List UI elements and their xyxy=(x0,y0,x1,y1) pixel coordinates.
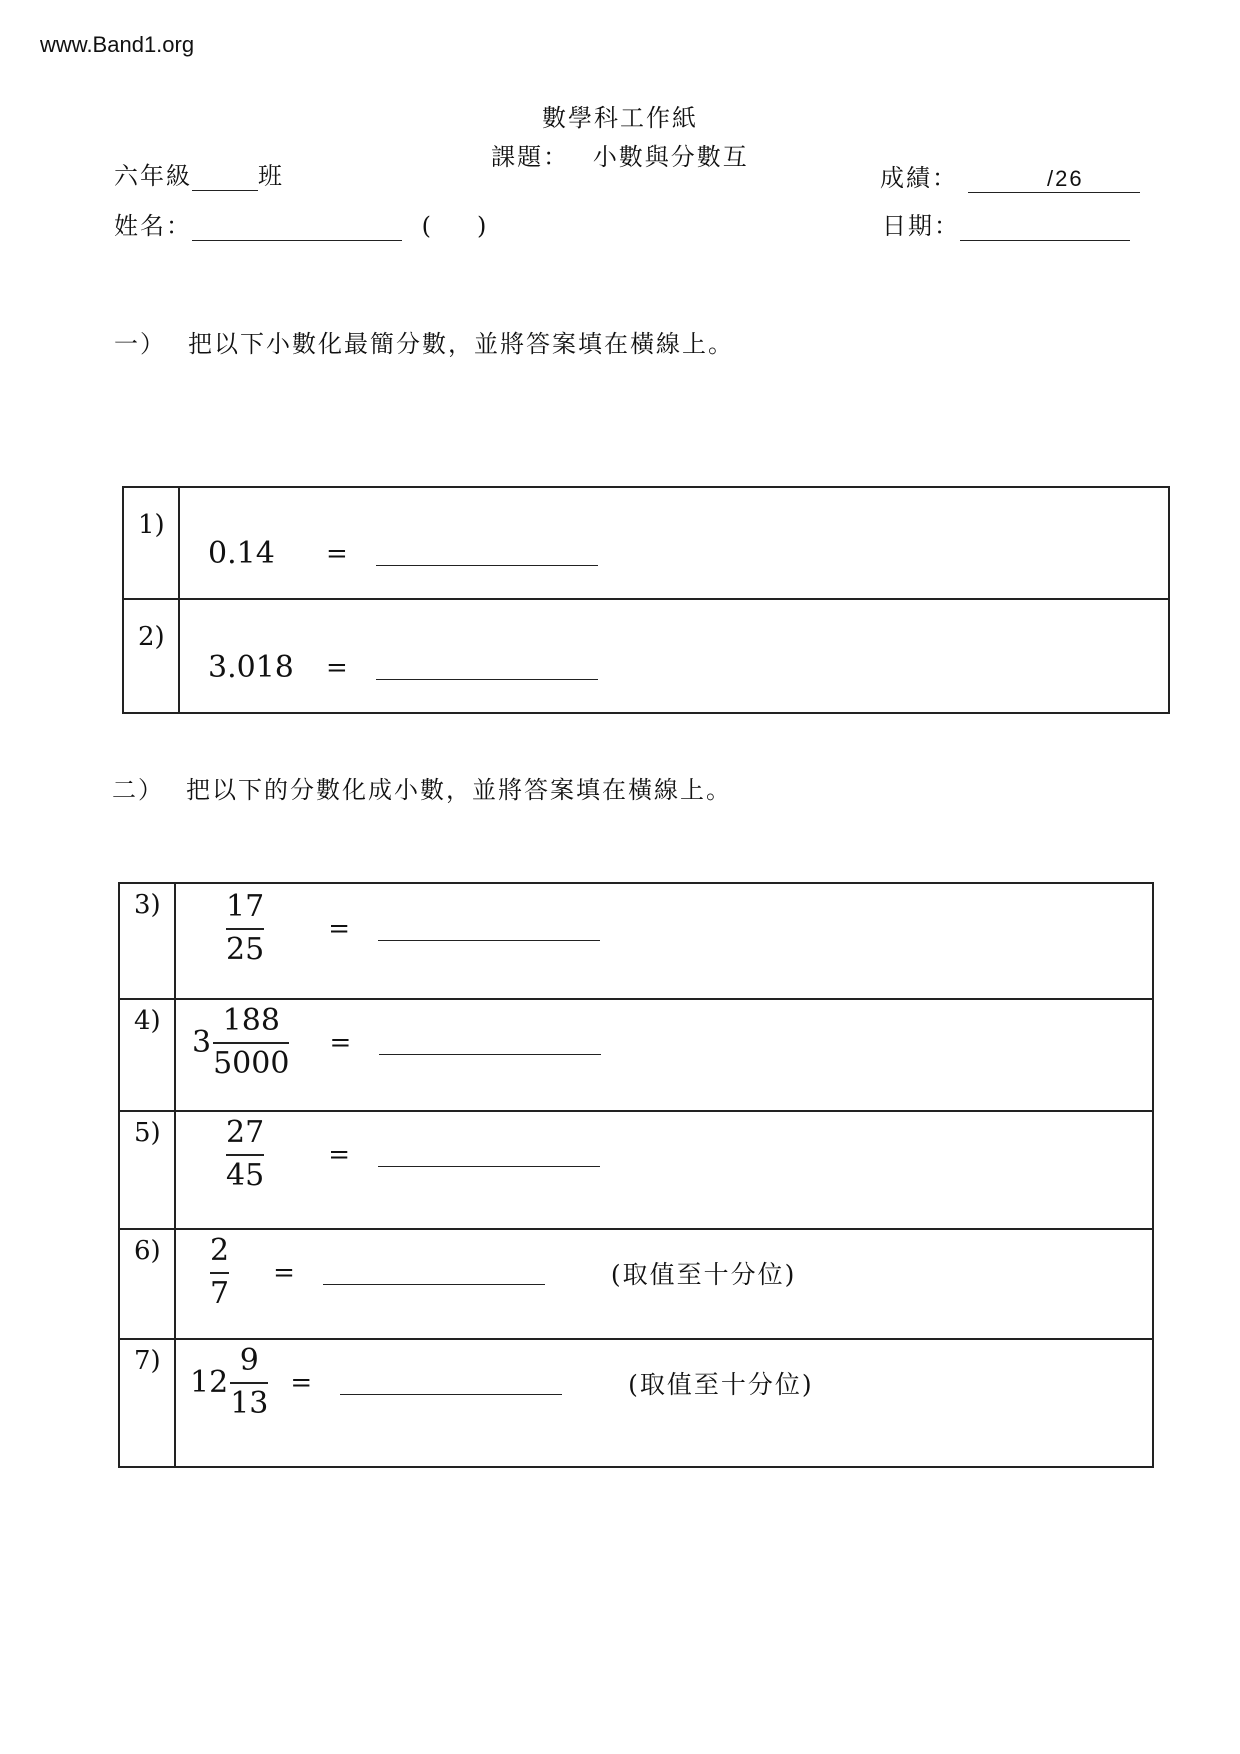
rounding-note: (取值至十分位) xyxy=(628,1369,814,1399)
fraction xyxy=(226,890,264,967)
answer-blank[interactable] xyxy=(379,1052,601,1055)
question-expression xyxy=(190,1344,814,1421)
equals-sign: = xyxy=(326,538,348,569)
date-field xyxy=(882,206,1130,241)
answer-blank[interactable] xyxy=(376,677,598,680)
class-label: 班 xyxy=(258,162,284,190)
grade-label: 六年級 xyxy=(114,162,192,190)
score-blank[interactable]: /26 xyxy=(968,166,1140,193)
equals-sign: = xyxy=(328,1139,350,1170)
denominator: 13 xyxy=(230,1385,269,1421)
question-cell xyxy=(175,999,1153,1111)
fraction xyxy=(210,1234,229,1311)
section1-instruction: 一） 把以下小數化最簡分數，並將答案填在橫線上。 xyxy=(114,330,734,358)
fraction-bar xyxy=(226,928,264,930)
fraction xyxy=(226,1116,264,1193)
date-blank[interactable] xyxy=(960,214,1130,241)
name-blank[interactable] xyxy=(192,214,402,241)
worksheet-title: 數學科工作紙 xyxy=(542,104,698,132)
section1-table xyxy=(122,486,1170,714)
question-expression xyxy=(208,536,598,571)
numerator: 27 xyxy=(226,1115,265,1150)
numerator: 2 xyxy=(210,1233,230,1268)
fraction xyxy=(230,1344,268,1421)
question-expression xyxy=(226,890,600,967)
table-row xyxy=(123,599,1169,713)
paren-close: ) xyxy=(477,212,489,240)
question-expression xyxy=(192,1004,601,1081)
fraction-bar xyxy=(210,1272,229,1274)
answer-blank[interactable] xyxy=(340,1392,562,1395)
class-blank[interactable] xyxy=(192,164,258,191)
numerator: 188 xyxy=(222,1003,280,1038)
question-index: 6) xyxy=(119,1229,175,1339)
question-index: 7) xyxy=(119,1339,175,1467)
question-index: 2) xyxy=(123,599,179,713)
denominator: 25 xyxy=(226,931,265,967)
equals-sign: = xyxy=(328,913,350,944)
fraction-bar xyxy=(226,1154,264,1156)
decimal-value: 3.018 xyxy=(208,650,294,685)
table-row xyxy=(119,1229,1153,1339)
question-index: 3) xyxy=(119,883,175,999)
equals-sign: = xyxy=(290,1367,313,1398)
decimal-value: 0.14 xyxy=(208,536,275,571)
denominator: 45 xyxy=(226,1157,265,1193)
question-cell xyxy=(179,487,1169,599)
topic-label: 課題： xyxy=(491,143,570,171)
equals-sign: = xyxy=(273,1257,295,1288)
answer-blank[interactable] xyxy=(323,1282,545,1285)
website-label: www.Band1.org xyxy=(40,32,195,57)
whole-number: 12 xyxy=(190,1365,229,1400)
section1-number: 一） xyxy=(114,330,166,358)
denominator: 7 xyxy=(210,1275,230,1311)
fraction-bar xyxy=(230,1382,268,1384)
topic-text: 小數與分數互 xyxy=(592,143,749,171)
fraction-bar xyxy=(213,1042,289,1044)
question-cell xyxy=(175,1229,1153,1339)
table-row xyxy=(119,883,1153,999)
answer-blank[interactable] xyxy=(378,1164,600,1167)
name-field xyxy=(114,206,488,241)
grade-class-field xyxy=(114,156,284,191)
numerator: 9 xyxy=(239,1343,259,1378)
question-cell xyxy=(179,599,1169,713)
paren-open: ( xyxy=(421,212,434,240)
question-cell xyxy=(175,1111,1153,1229)
table-row xyxy=(119,1111,1153,1229)
question-index: 1) xyxy=(123,487,179,599)
question-expression xyxy=(208,650,598,685)
numerator: 17 xyxy=(226,889,265,924)
rounding-note: (取值至十分位) xyxy=(610,1259,797,1289)
question-cell xyxy=(175,883,1153,999)
answer-blank[interactable] xyxy=(378,938,600,941)
score-field xyxy=(880,158,1140,193)
table-row xyxy=(123,487,1169,599)
score-label: 成績： xyxy=(880,164,958,192)
question-index: 5) xyxy=(119,1111,175,1229)
fraction xyxy=(213,1004,289,1081)
equals-sign: = xyxy=(329,1027,352,1058)
question-expression xyxy=(210,1234,796,1311)
table-row xyxy=(119,999,1153,1111)
section2-table xyxy=(118,882,1154,1468)
section2-number: 二） xyxy=(112,776,164,804)
question-expression xyxy=(226,1116,600,1193)
denominator: 5000 xyxy=(213,1045,290,1081)
name-label: 姓名： xyxy=(114,212,192,240)
whole-number: 3 xyxy=(192,1025,212,1060)
question-index: 4) xyxy=(119,999,175,1111)
answer-blank[interactable] xyxy=(376,563,598,566)
table-row xyxy=(119,1339,1153,1467)
equals-sign: = xyxy=(326,652,348,683)
date-label: 日期： xyxy=(882,212,960,240)
question-cell xyxy=(175,1339,1153,1467)
section2-instruction: 二） 把以下的分數化成小數，並將答案填在橫線上。 xyxy=(112,776,732,804)
